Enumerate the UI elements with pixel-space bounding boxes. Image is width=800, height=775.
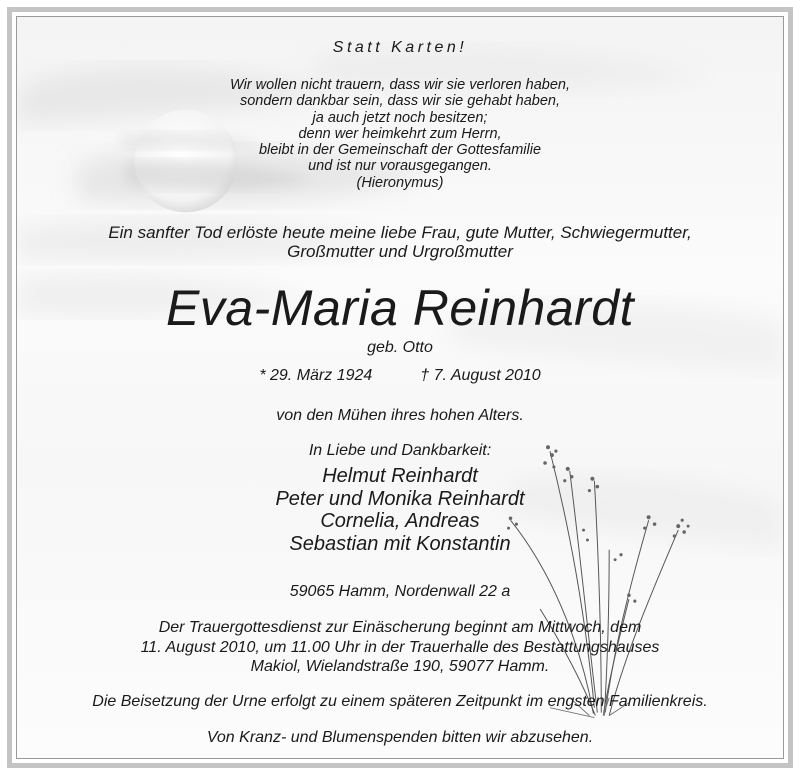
deceased-name: Eva-Maria Reinhardt: [165, 280, 635, 336]
maiden-name: geb. Otto: [367, 339, 433, 356]
birth-date: * 29. März 1924: [259, 367, 373, 384]
family-address: 59065 Hamm, Nordenwall 22 a: [289, 583, 511, 600]
mourner-name: Peter und Monika Reinhardt: [275, 487, 525, 510]
mourner-name: Helmut Reinhardt: [322, 465, 478, 487]
intro-line: Ein sanfter Tod erlöste heute meine liebe Frau, gute Mutter, Schwiegermutter,: [108, 223, 692, 242]
service-line: Der Trauergottesdienst zur Einäscherung beginnt am Mittwoch, dem: [158, 619, 642, 636]
burial-info: Die Beisetzung der Urne erfolgt zu einem späteren Zeitpunkt im engsten Familienkreis.: [92, 693, 708, 710]
mourners-list: [17, 465, 783, 555]
mourners-intro: In Liebe und Dankbarkeit:: [308, 442, 492, 459]
obituary-frame: [7, 7, 793, 768]
service-line: 11. August 2010, um 11.00 Uhr in der Trauerhalle des Bestattungshauses: [140, 638, 660, 656]
poem-line: Wir wollen nicht trauern, dass wir sie verloren haben,: [230, 77, 570, 93]
life-dates: [17, 367, 783, 385]
poem-author: (Hieronymus): [356, 174, 444, 191]
intro-line: Großmutter und Urgroßmutter: [287, 242, 513, 261]
death-date: † 7. August 2010: [420, 367, 541, 384]
mourner-name: Sebastian mit Konstantin: [289, 532, 511, 555]
obituary-panel: [16, 16, 784, 759]
intro-text: [17, 223, 783, 261]
poem: [17, 77, 783, 191]
donations-note: Von Kranz- und Blumenspenden bitten wir abzusehen.: [206, 729, 594, 746]
poem-line: sondern dankbar sein, dass wir sie gehabt haben,: [239, 93, 560, 110]
poem-line: und ist nur vorausgegangen.: [308, 158, 492, 175]
poem-line: bleibt in der Gemeinschaft der Gottesfamilie: [258, 142, 542, 159]
service-info: [17, 618, 783, 677]
poem-line: denn wer heimkehrt zum Herrn,: [298, 125, 502, 142]
phrase-text: von den Mühen ihres hohen Alters.: [276, 407, 524, 424]
statt-karten-heading: Statt Karten!: [332, 39, 468, 56]
mourner-name: Cornelia, Andreas: [320, 510, 480, 532]
service-line: Makiol, Wielandstraße 190, 59077 Hamm.: [250, 658, 550, 675]
poem-line: ja auch jetzt noch besitzen;: [312, 109, 488, 126]
